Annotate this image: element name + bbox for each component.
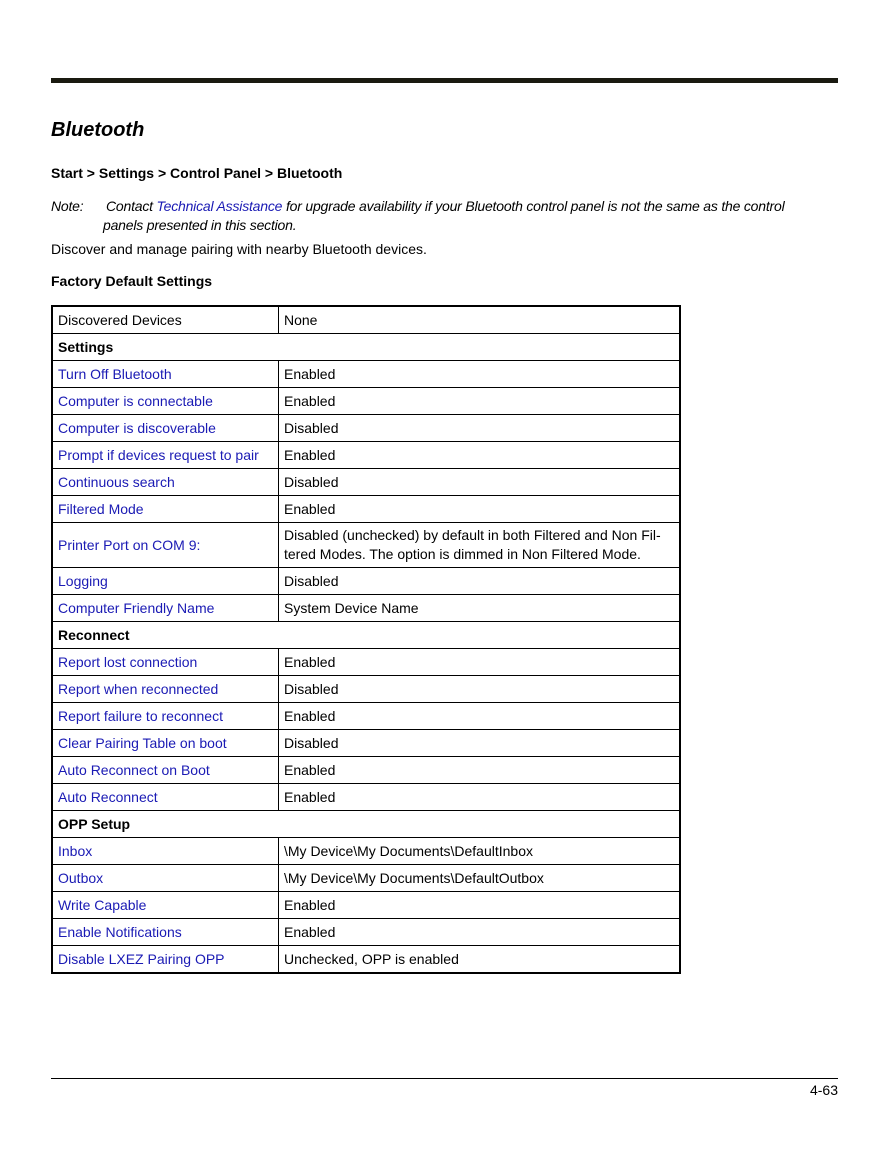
note-first-line: [51, 197, 841, 216]
setting-value: Enabled: [279, 892, 681, 919]
setting-link[interactable]: Turn Off Bluetooth: [52, 361, 279, 388]
setting-link[interactable]: Report when reconnected: [52, 676, 279, 703]
table-row: [52, 676, 680, 703]
table-row: [52, 388, 680, 415]
setting-value-line: Disabled (unchecked) by default in both Filtered and Non Fil-: [284, 527, 661, 543]
setting-link[interactable]: Continuous search: [52, 469, 279, 496]
setting-value: Unchecked, OPP is enabled: [279, 946, 681, 974]
setting-value: Disabled: [279, 730, 681, 757]
intro-text: Discover and manage pairing with nearby Bluetooth devices.: [51, 241, 427, 257]
setting-link[interactable]: Auto Reconnect: [52, 784, 279, 811]
table-row: [52, 946, 680, 974]
setting-link[interactable]: Write Capable: [52, 892, 279, 919]
table-row: [52, 838, 680, 865]
setting-value: None: [279, 306, 681, 334]
setting-value: Enabled: [279, 496, 681, 523]
setting-link[interactable]: Clear Pairing Table on boot: [52, 730, 279, 757]
page-number: 4-63: [809, 1082, 838, 1098]
setting-link[interactable]: Printer Port on COM 9:: [52, 523, 279, 568]
setting-value: Disabled: [279, 469, 681, 496]
footer-rule: [51, 1078, 838, 1079]
note-label: Note:: [51, 198, 84, 214]
setting-value: Enabled: [279, 388, 681, 415]
setting-link[interactable]: Inbox: [52, 838, 279, 865]
page-title: Bluetooth: [51, 119, 145, 141]
note-suffix: for upgrade availability if your Bluetooth control panel is not the same as the control: [282, 198, 785, 214]
setting-link[interactable]: Enable Notifications: [52, 919, 279, 946]
note: [51, 197, 841, 235]
setting-value: Enabled: [279, 442, 681, 469]
table-row: [52, 730, 680, 757]
table-row: [52, 306, 680, 334]
setting-link[interactable]: Prompt if devices request to pair: [52, 442, 279, 469]
setting-link[interactable]: Report failure to reconnect: [52, 703, 279, 730]
table-row: [52, 595, 680, 622]
setting-link[interactable]: Computer is discoverable: [52, 415, 279, 442]
table-row: [52, 892, 680, 919]
table-row: [52, 415, 680, 442]
setting-link[interactable]: Report lost connection: [52, 649, 279, 676]
setting-value: \My Device\My Documents\DefaultOutbox: [279, 865, 681, 892]
setting-value: Enabled: [279, 361, 681, 388]
group-header: Reconnect: [52, 622, 680, 649]
table-row: [52, 568, 680, 595]
setting-value: Disabled: [279, 415, 681, 442]
settings-table-body: [52, 306, 680, 973]
setting-link[interactable]: Auto Reconnect on Boot: [52, 757, 279, 784]
factory-default-settings-table: [51, 305, 681, 974]
setting-value: Disabled: [279, 568, 681, 595]
setting-link[interactable]: Outbox: [52, 865, 279, 892]
group-header: OPP Setup: [52, 811, 680, 838]
setting-value: Enabled: [279, 919, 681, 946]
table-row: [52, 865, 680, 892]
setting-link[interactable]: Filtered Mode: [52, 496, 279, 523]
technical-assistance-link[interactable]: Technical Assistance: [156, 198, 283, 214]
table-row: [52, 919, 680, 946]
table-row: [52, 649, 680, 676]
setting-value-line: tered Modes. The option is dimmed in Non Filtered Mode.: [284, 546, 641, 562]
setting-value: System Device Name: [279, 595, 681, 622]
note-prefix: Contact: [106, 198, 157, 214]
setting-value: Disabled: [279, 676, 681, 703]
group-header-row: [52, 811, 680, 838]
setting-value: [279, 523, 681, 568]
setting-link[interactable]: Logging: [52, 568, 279, 595]
table-row: [52, 703, 680, 730]
table-row: [52, 469, 680, 496]
header-rule: [51, 78, 838, 83]
section-heading: Factory Default Settings: [51, 273, 213, 289]
group-header: Settings: [52, 334, 680, 361]
setting-name: Discovered Devices: [52, 306, 279, 334]
setting-link[interactable]: Computer Friendly Name: [52, 595, 279, 622]
setting-value: Enabled: [279, 703, 681, 730]
setting-link[interactable]: Computer is connectable: [52, 388, 279, 415]
group-header-row: [52, 622, 680, 649]
setting-value: Enabled: [279, 649, 681, 676]
setting-link[interactable]: Disable LXEZ Pairing OPP: [52, 946, 279, 974]
setting-value: Enabled: [279, 784, 681, 811]
setting-value: Enabled: [279, 757, 681, 784]
table-row: [52, 523, 680, 568]
note-continuation: panels presented in this section.: [103, 217, 297, 233]
table-row: [52, 442, 680, 469]
table-row: [52, 496, 680, 523]
group-header-row: [52, 334, 680, 361]
table-row: [52, 757, 680, 784]
breadcrumb: Start > Settings > Control Panel > Bluetooth: [51, 165, 343, 181]
setting-value: \My Device\My Documents\DefaultInbox: [279, 838, 681, 865]
table-row: [52, 784, 680, 811]
table-row: [52, 361, 680, 388]
